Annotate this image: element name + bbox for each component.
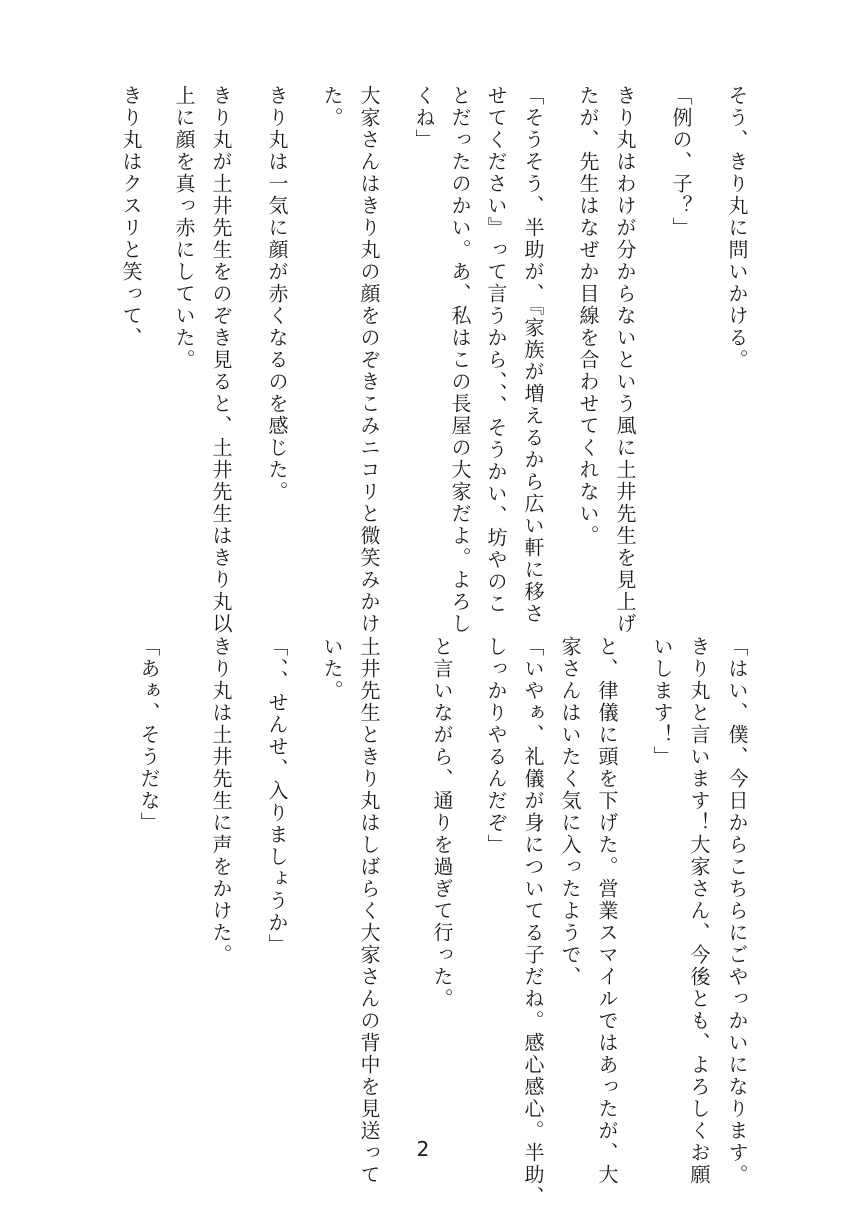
lower-line-7: しっかりやるんだぞ」 — [484, 636, 508, 856]
upper-line-5: 「そうそう、半助が、『家族が増えるから広い軒に移さ — [521, 85, 545, 625]
upper-line-7: とだったのかい。あ、私はこの長屋の大家だよ。よろし — [448, 85, 472, 635]
lower-line-11: 「、、せんせ、入りましょうか」 — [265, 636, 289, 956]
lower-line-1: 「はい、僕、今日からこちらにごやっかいになります。 — [725, 636, 749, 1186]
lower-line-5: 家さんはいたく気に入ったようで、 — [558, 636, 582, 988]
upper-line-14: きり丸はクスリと笑って、 — [119, 85, 143, 349]
lower-line-9: 土井先生ときり丸はしばらく大家さんの背中を見送って — [357, 636, 381, 1186]
upper-line-13: 上に顔を真っ赤にしていた。 — [172, 85, 196, 371]
upper-line-11: きり丸は一気に顔が赤くなるのを感じた。 — [265, 85, 289, 503]
page-number: 2 — [416, 1137, 430, 1161]
upper-line-4: たが、先生はなぜか目線を合わせてくれない。 — [576, 85, 600, 547]
upper-line-9: 大家さんはきり丸の顔をのぞきこみニコリと微笑みかけ — [357, 85, 381, 635]
lower-line-13: 「あぁ、そうだな」 — [137, 636, 161, 834]
upper-line-2: 「例の、子？」 — [669, 85, 693, 239]
lower-line-3: いします！」 — [650, 636, 674, 768]
lower-line-4: と、律儀に頭を下げた。営業スマイルではあったが、大 — [595, 636, 619, 1186]
lower-line-6: 「いやぁ、礼儀が身についてる子だね。感心感心。半助、 — [521, 636, 545, 1208]
upper-line-3: きり丸はわけが分からないという風に土井先生を見上げ — [613, 85, 637, 635]
lower-line-10: いた。 — [320, 636, 344, 702]
upper-line-10: た。 — [320, 85, 344, 129]
upper-line-12: きり丸が土井先生をのぞき見ると、土井先生はきり丸以 — [209, 85, 233, 635]
upper-line-1: そう、きり丸に問いかける。 — [725, 85, 749, 371]
lower-line-8: と言いながら、通りを過ぎて行った。 — [430, 636, 454, 1010]
lower-line-2: きり丸と言います！大家さん、今後とも、よろしくお願 — [687, 636, 711, 1186]
upper-line-6: せてください』って言うから、、、そうかい、坊やのこ — [484, 85, 508, 615]
upper-line-8: くね」 — [412, 85, 436, 151]
lower-line-12: きり丸は土井先生に声をかけた。 — [209, 636, 233, 966]
